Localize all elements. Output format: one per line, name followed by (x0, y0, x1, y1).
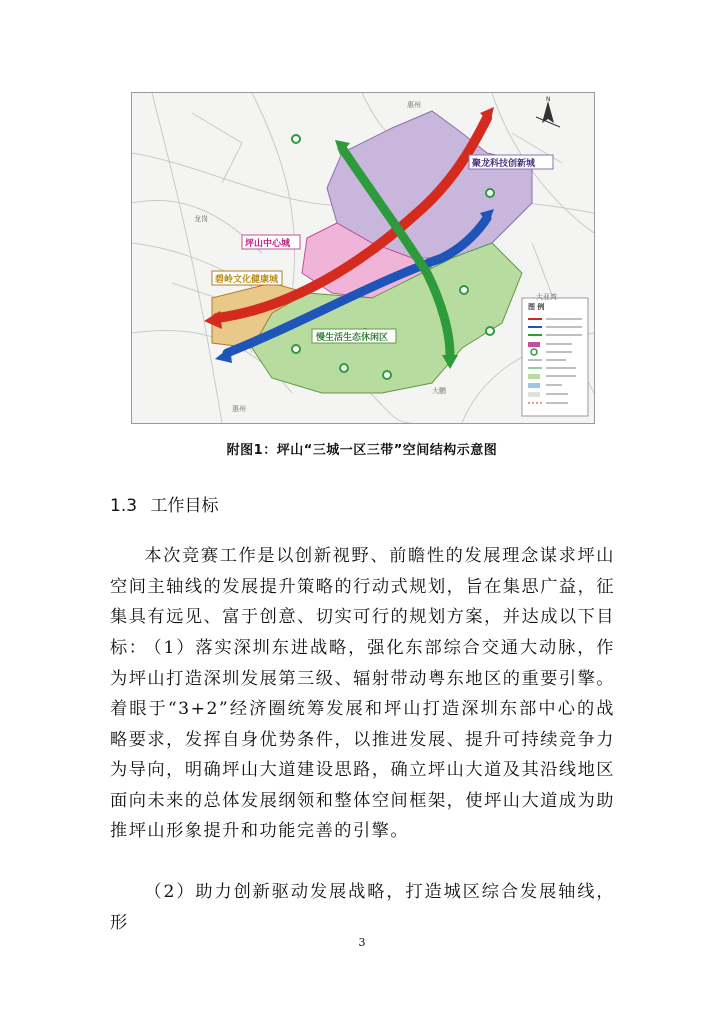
map-label-north: 惠州 (407, 101, 421, 109)
label-longgang: 龙岗 (194, 215, 208, 223)
paragraph-goal-2: （2）助力创新驱动发展战略，打造城区综合发展轴线，形 (110, 882, 615, 933)
figure-caption: 附图1：坪山“三城一区三带”空间结构示意图 (226, 443, 498, 458)
section-title: 工作目标 (150, 496, 219, 516)
label-biling: 碧岭文化健康城 (215, 275, 279, 285)
label-huizhou-bottom: 惠州 (232, 405, 246, 413)
paragraph-goal-1: （1）落实深圳东进战略，强化东部综合交通大动脉，作为坪山打造深圳发展第三级、辐射带动粤东地区的重要引擎。着眼于“3+2”经济圈统筹发展和坪山打造深圳东部中心的战略要求，发挥自身优势条件，以推进发展、提升可持续竞争力为导向，明确坪山大道建设思路，确立坪山大道及其沿线地区面向未来的总体发展纲领和整体空间框架，使坪山大道成为助推坪山形象提升和功能完善的引擎。 (110, 638, 615, 841)
spatial-structure-map (131, 92, 595, 424)
blue-axis-arrow-tail (215, 347, 232, 363)
section-heading (110, 491, 218, 516)
map-graphic (132, 93, 594, 423)
page-number: 3 (358, 936, 366, 949)
north-mark: N (546, 96, 551, 103)
label-dapeng: 大鹏 (432, 387, 446, 395)
paragraph-intro: 本次竞赛工作是以创新视野、前瞻性的发展理念谋求坪山空间主轴线的发展提升策略的行动式规划，旨在集思广益，征集具有远见、富于创意、切实可行的规划方案，并达成以下目标： (110, 546, 615, 658)
map-legend (522, 298, 588, 416)
label-ecology: 慢生活生态休闲区 (316, 333, 389, 343)
label-pingshan-center: 坪山中心城 (245, 239, 291, 249)
legend-title: 图 例 (528, 303, 545, 311)
label-julong: 聚龙科技创新城 (472, 159, 536, 169)
section-number: 1.3 (110, 496, 138, 516)
north-arrow-icon (536, 101, 560, 127)
label-dayawan: 大亚湾 (536, 293, 557, 301)
